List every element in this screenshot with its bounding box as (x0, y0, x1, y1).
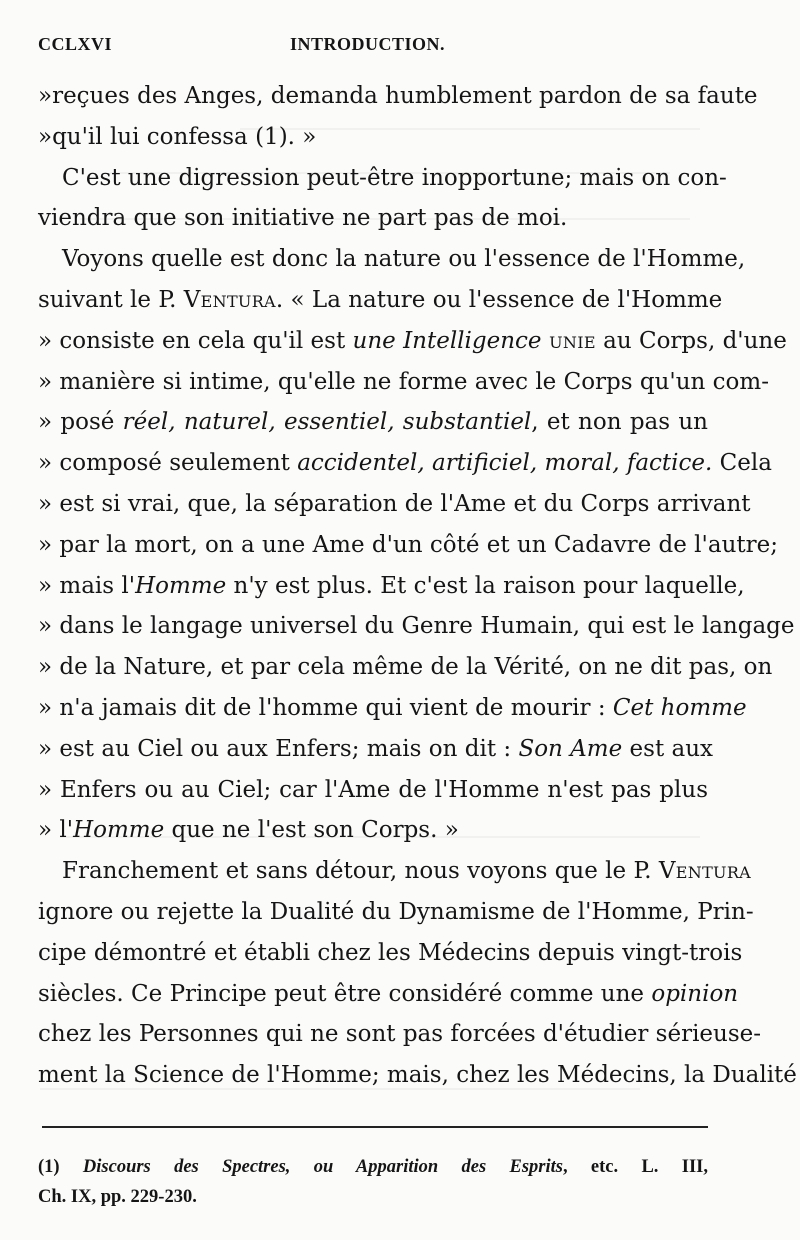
main-text (38, 76, 797, 1096)
text-line: » manière si intime, qu'elle ne forme avec le Corps qu'un com- (38, 368, 769, 395)
running-header (38, 34, 740, 58)
text-line: » l'Homme que ne l'est son Corps. » (38, 817, 459, 844)
text-line: chez les Personnes qui ne sont pas forcées d'étudier sérieuse- (38, 1021, 762, 1048)
text-line: cipe démontré et établi chez les Médecins depuis vingt-trois (38, 939, 743, 966)
text-line: » par la mort, on a une Ame d'un côté et un Cadavre de l'autre; (38, 531, 778, 558)
paragraph-start: Franchement et sans détour, nous voyons que le P. Ventura (62, 858, 752, 885)
paragraph-start: C'est une digression peut-être inopportune; mais on con- (62, 164, 727, 191)
footnote (38, 1152, 708, 1212)
text-line: » est si vrai, que, la séparation de l'Ame et du Corps arrivant (38, 490, 751, 517)
paragraph-start: Voyons quelle est donc la nature ou l'essence de l'Homme, (62, 246, 746, 273)
text-line: » Enfers ou au Ciel; car l'Ame de l'Homme n'est pas plus (38, 776, 708, 803)
running-title: INTRODUCTION. (290, 34, 446, 54)
text-line: siècles. Ce Principe peut être considéré comme une opinion (38, 980, 739, 1007)
author-name: Ventura (183, 286, 276, 313)
footnote-line: Ch. IX, pp. 229-230. (38, 1187, 197, 1207)
text-line: » n'a jamais dit de l'homme qui vient de mourir : Cet homme (38, 694, 747, 721)
text-line: » consiste en cela qu'il est une Intelligence unie au Corps, d'une (38, 327, 787, 354)
text-line: »qu'il lui confessa (1). » (38, 123, 317, 150)
page-number: CCLXVI (38, 34, 113, 54)
text-line: » dans le langage universel du Genre Humain, qui est le langage (38, 613, 795, 640)
footnote-divider (42, 1126, 708, 1128)
text-line: ment la Science de l'Homme; mais, chez les Médecins, la Dualité (38, 1062, 797, 1089)
footnote-line: (1) Discours des Spectres, ou Apparition des Esprits, etc. L. III, (38, 1157, 708, 1177)
text-line: suivant le P. Ventura. « La nature ou l'essence de l'Homme (38, 286, 723, 313)
author-name: Ventura (658, 858, 752, 885)
text-line: » de la Nature, et par cela même de la Vérité, on ne dit pas, on (38, 654, 773, 681)
text-line: » posé réel, naturel, essentiel, substantiel, et non pas un (38, 409, 708, 436)
text-line: » composé seulement accidentel, artificiel, moral, factice. Cela (38, 450, 772, 477)
text-line: »reçues des Anges, demanda humblement pardon de sa faute (38, 83, 758, 109)
text-line: viendra que son initiative ne part pas de moi. (38, 205, 568, 232)
text-line: ignore ou rejette la Dualité du Dynamisme de l'Homme, Prin- (38, 898, 754, 925)
text-line: » est au Ciel ou aux Enfers; mais on dit : Son Ame est aux (38, 735, 713, 762)
text-line: » mais l'Homme n'y est plus. Et c'est la raison pour laquelle, (38, 572, 745, 599)
